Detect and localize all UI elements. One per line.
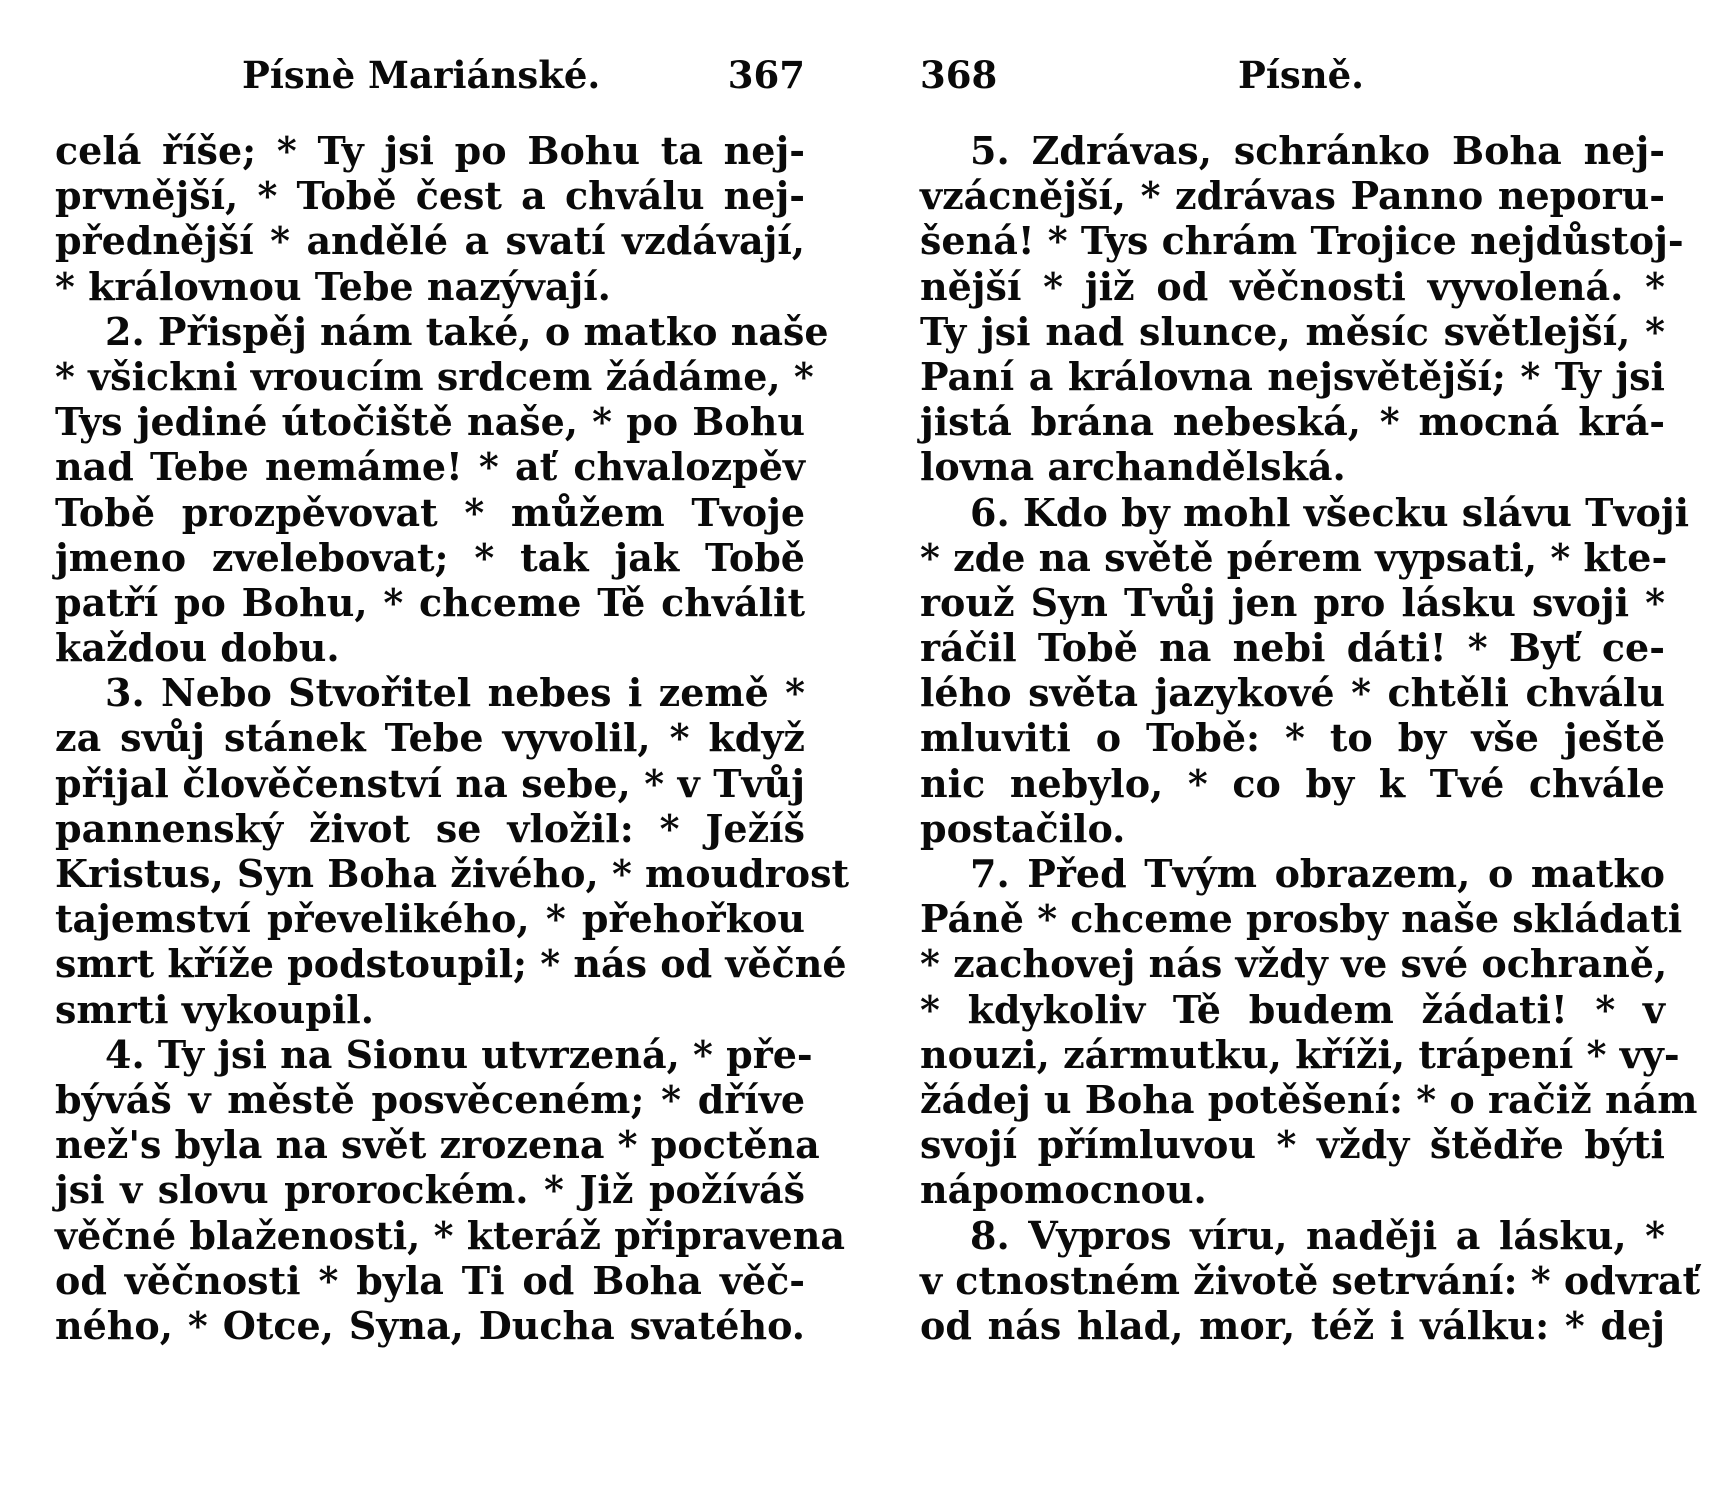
text-line: šená! * Tys chrám Trojice nejdůstoj- xyxy=(920,218,1684,264)
text-line: za svůj stánek Tebe vyvolil, * když xyxy=(55,715,805,761)
text-line: vzácnější, * zdrávas Panno neporu- xyxy=(920,173,1665,219)
page-number: 367 xyxy=(727,53,805,97)
text-line: nic nebylo, * co by k Tvé chvále xyxy=(920,760,1665,806)
text-line: jmeno zvelebovat; * tak jak Tobě xyxy=(55,534,805,580)
text-line: každou dobu. xyxy=(55,625,340,671)
text-line: smrti vykoupil. xyxy=(55,986,374,1032)
text-line: nější * již od věčnosti vyvolená. * xyxy=(920,263,1665,309)
right-page-header xyxy=(920,50,1665,100)
text-line: lého světa jazykové * chtěli chválu xyxy=(920,670,1665,716)
text-line: nápomocnou. xyxy=(920,1167,1207,1213)
right-page-text xyxy=(920,128,1701,1348)
text-line: přednější * andělé a svatí vzdávají, xyxy=(55,218,805,264)
text-line: * královnou Tebe nazývají. xyxy=(55,263,611,309)
text-line: 2. Přispěj nám také, o matko naše xyxy=(105,308,829,354)
text-line: od věčnosti * byla Ti od Boha věč- xyxy=(55,1257,805,1303)
right-page xyxy=(920,0,1701,1500)
left-page-header xyxy=(55,50,805,100)
text-line: 3. Nebo Stvořitel nebes i země * xyxy=(105,670,805,716)
text-line: * zachovej nás vždy ve své ochraně, xyxy=(920,941,1668,987)
text-line: v ctnostném životě setrvání: * odvrať xyxy=(920,1257,1701,1303)
text-line: * všickni vroucím srdcem žádáme, * xyxy=(55,353,814,399)
text-line: věčné blaženosti, * kteráž připravena xyxy=(55,1212,845,1258)
text-line: svojí přímluvou * vždy štědře býti xyxy=(920,1122,1665,1168)
text-line: Páně * chceme prosby naše skládati xyxy=(920,896,1683,942)
text-line: pannenský život se vložil: * Ježíš xyxy=(55,805,805,851)
text-line: Ty jsi nad slunce, měsíc světlejší, * xyxy=(920,308,1665,354)
text-line: Kristus, Syn Boha živého, * moudrost xyxy=(55,851,850,896)
text-line: tajemství převelikého, * přehořkou xyxy=(55,896,805,942)
text-line: 4. Ty jsi na Sionu utvrzená, * pře- xyxy=(105,1031,813,1077)
text-line: od nás hlad, mor, též i válku: * dej xyxy=(920,1302,1665,1348)
text-line: mluviti o Tobě: * to by vše ještě xyxy=(920,715,1665,761)
text-line: Paní a královna nejsvětější; * Ty jsi xyxy=(920,353,1665,399)
left-page-text xyxy=(55,128,850,1348)
text-line: patří po Bohu, * chceme Tě chválit xyxy=(55,579,805,625)
text-line: Tobě prozpěvovat * můžem Tvoje xyxy=(55,489,805,535)
text-line: lovna archandělská. xyxy=(920,444,1346,490)
text-line: býváš v městě posvěceném; * dříve xyxy=(55,1076,805,1122)
text-line: nouzi, zármutku, kříži, trápení * vy- xyxy=(920,1031,1680,1077)
text-line: než's byla na svět zrozena * poctěna xyxy=(55,1122,820,1168)
text-line: ráčil Tobě na nebi dáti! * Byť ce- xyxy=(920,625,1665,671)
text-line: jsi v slovu prorockém. * Již požíváš xyxy=(55,1167,805,1213)
text-line: nad Tebe nemáme! * ať chvalozpěv xyxy=(55,444,805,490)
running-title: Písně. xyxy=(1238,53,1365,97)
text-line: jistá brána nebeská, * mocná krá- xyxy=(920,399,1665,445)
text-line: přijal člověčenství na sebe, * v Tvůj xyxy=(55,760,805,806)
text-line: * zde na světě pérem vypsati, * kte- xyxy=(920,534,1668,580)
page-number: 368 xyxy=(920,53,998,97)
text-line: * kdykoliv Tě budem žádati! * v xyxy=(920,986,1665,1032)
text-line: smrt kříže podstoupil; * nás od věčné xyxy=(55,941,847,987)
text-line: postačilo. xyxy=(920,805,1126,851)
text-line: Tys jediné útočiště naše, * po Bohu xyxy=(55,399,805,445)
text-line: rouž Syn Tvůj jen pro lásku svoji * xyxy=(920,579,1665,625)
text-line: prvnější, * Tobě čest a chválu nej- xyxy=(55,173,805,219)
running-title: Písnè Mariánské. xyxy=(242,53,601,97)
left-page xyxy=(55,0,850,1500)
text-line: 7. Před Tvým obrazem, o matko xyxy=(970,851,1665,896)
text-line: celá říše; * Ty jsi po Bohu ta nej- xyxy=(55,128,805,173)
text-line: ného, * Otce, Syna, Ducha svatého. xyxy=(55,1302,805,1348)
text-line: žádej u Boha potěšení: * o račiž nám xyxy=(920,1076,1698,1122)
text-line: 6. Kdo by mohl všecku slávu Tvoji xyxy=(970,489,1690,535)
text-line: 8. Vypros víru, naději a lásku, * xyxy=(970,1212,1665,1258)
text-line: 5. Zdrávas, schránko Boha nej- xyxy=(970,128,1665,173)
